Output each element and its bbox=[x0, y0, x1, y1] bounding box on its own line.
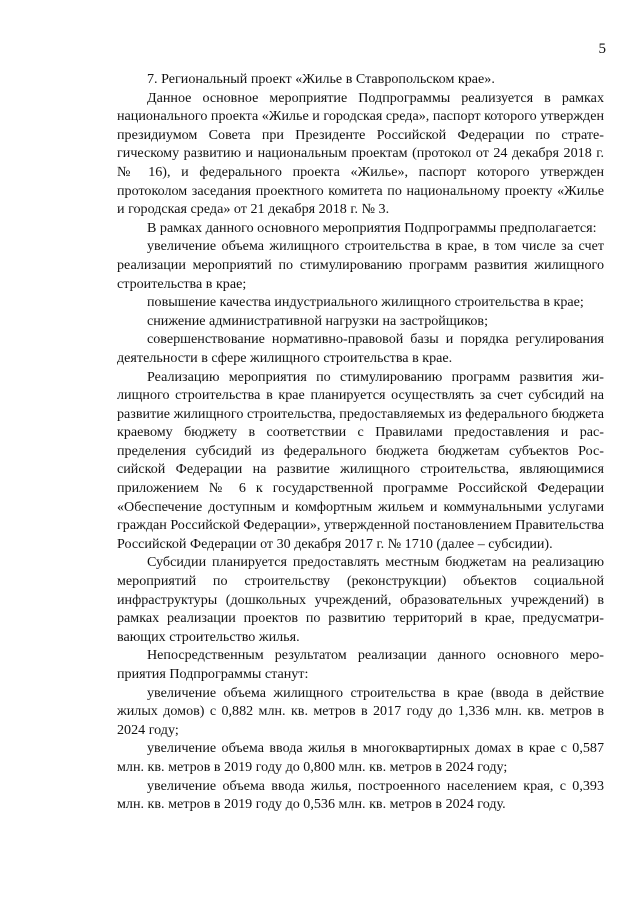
page-number: 5 bbox=[598, 41, 606, 57]
list-item: увеличение объема ввода жилья в многоквартирных домах в крае с 0,587 млн. кв. метров в 2019 году до 0,800 млн. кв. метров в 2024 году; bbox=[117, 740, 604, 775]
paragraph: Субсидии планируется предоставлять местным бюджетам на реализацию мероприятий по строительству (реконструкции) объектов социальной инфраструктуры (дошкольных учреждений, образовательных учреждений) в рамках реализации проектов по развитию территорий в крае, предусматривающих строительство жилья. bbox=[117, 554, 604, 645]
list-item: увеличение объема жилищного строительства в крае, в том числе за счет реализации мероприятий по стимулированию программ развития жилищного строительства в крае; bbox=[117, 238, 604, 292]
list-item: совершенствование нормативно-правовой базы и порядка регулирования деятельности в сфере жилищного строительства в крае. bbox=[117, 331, 604, 366]
paragraph: Данное основное мероприятие Подпрограммы реализуется в рамках национального проекта «Жилье и городская среда», паспорт которого утвержден президиумом Совета при Президенте Российской Федерации по стратегическому развитию и национальным проектам (протокол от 24 декабря 2018 г. № 16), и федерального проекта «Жилье», паспорт которого утвержден протоколом заседания проектного комитета по национальному проекту «Жилье и городская среда» от 21 декабря 2018 г. № 3. bbox=[117, 89, 604, 218]
list-item: снижение административной нагрузки на застройщиков; bbox=[147, 312, 488, 329]
list-item: повышение качества индустриального жилищного строительства в крае; bbox=[147, 294, 584, 311]
paragraph: В рамках данного основного мероприятия Подпрограммы предполагается: bbox=[147, 219, 597, 236]
paragraph: Реализацию мероприятия по стимулированию программ развития жилищного строительства в крае планируется осуществлять за счет субсидий на развитие жилищного строительства, предоставляемых из федерального бюджета краевому бюджету в соответствии с Правилами предоставления и распределения субсидий из федерального бюджета бюджетам субъектов Российской Федерации на развитие жилищного строительства, являющимися приложением № 6 к государственной программе Российской Федерации «Обеспечение доступным и комфортным жильем и коммунальными услугами граждан Российской Федерации», утвержденной постановлением Правительства Российской Федерации от 30 декабря 2017 г. № 1710 (далее – субсидии). bbox=[117, 368, 604, 552]
section-heading: 7. Региональный проект «Жилье в Ставропольском крае». bbox=[147, 71, 495, 87]
document-body bbox=[117, 70, 604, 814]
list-item: увеличение объема ввода жилья, построенного населением края, с 0,393 млн. кв. метров в 2019 году до 0,536 млн. кв. метров в 2024 году. bbox=[117, 777, 604, 813]
paragraph: Непосредственным результатом реализации данного основного мероприятия Подпрограммы станут: bbox=[117, 647, 604, 682]
list-item: увеличение объема жилищного строительства в крае (ввода в действие жилых домов) с 0,882 млн. кв. метров в 2017 году до 1,336 млн. кв. метров в 2024 году; bbox=[117, 684, 604, 738]
